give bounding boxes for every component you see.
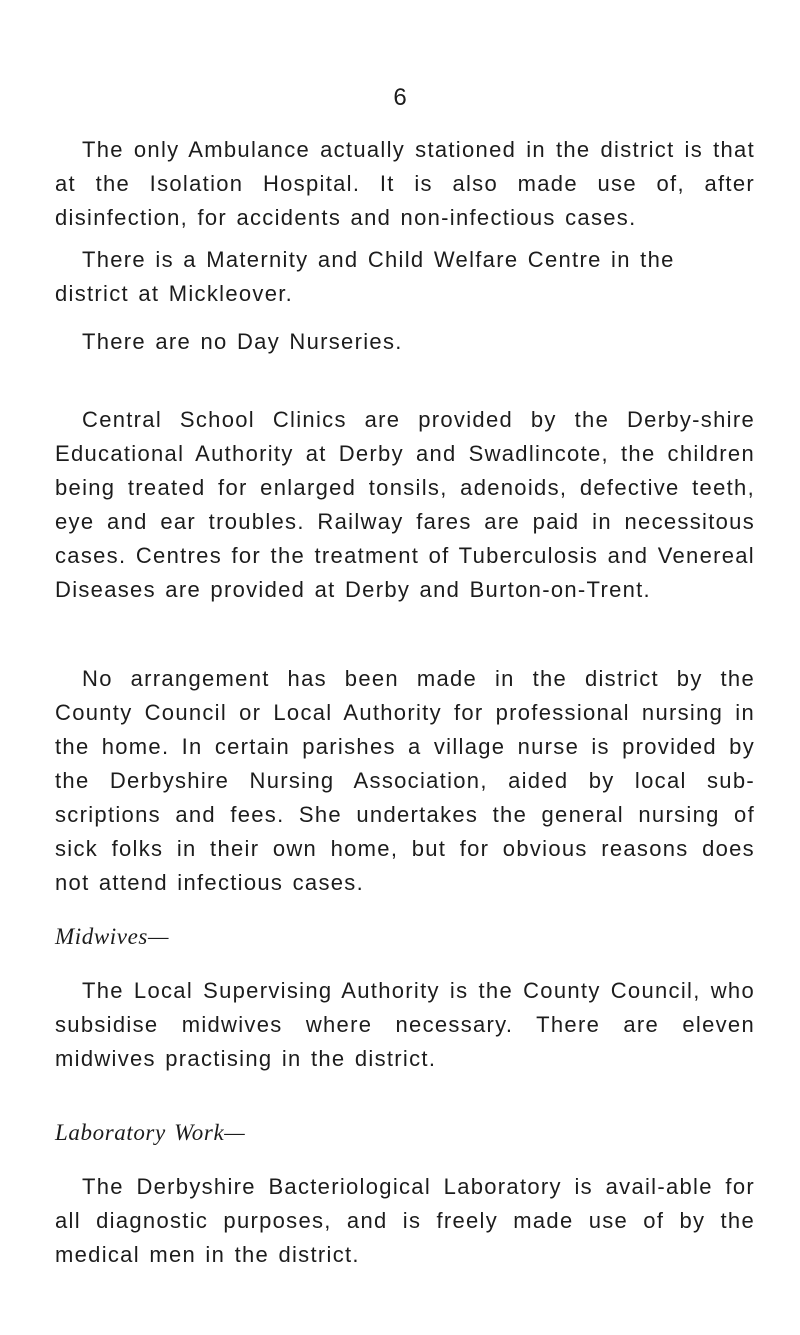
- laboratory-paragraph: The Derbyshire Bacteriological Laboratory is avail-able for all diagnostic purposes, and is freely made use of by the medical men in the district.: [55, 1174, 755, 1267]
- nurseries-paragraph: There are no Day Nurseries.: [82, 329, 403, 354]
- nursing-paragraph: No arrangement has been made in the district by the County Council or Local Authority for professional nursing in the home. In certain parishes a village nurse is provided by the Derbyshire Nursing Association, aided by local sub-scriptions and fees. She undertakes the general nursing of sick folks in their own home, but for obvious reasons does not attend infectious cases.: [55, 666, 755, 895]
- midwives-paragraph: The Local Supervising Authority is the County Council, who subsidise midwives where necessary. There are eleven midwives practising in the district.: [55, 978, 755, 1071]
- page-number: 6: [393, 84, 407, 111]
- clinics-paragraph: Central School Clinics are provided by the Derby-shire Educational Authority at Derby and Swadlincote, the children being treated for enlarged tonsils, adenoids, defective teeth, eye and ear troubles. Railway fares are paid in necessitous cases. Centres for the treatment of Tuberculosis and Venereal Diseases are provided at Derby and Burton-on-Trent.: [55, 407, 755, 602]
- ambulance-paragraph: The only Ambulance actually stationed in the district is that at the Isolation Hospital. It is also made use of, after disinfection, for accidents and non-infectious cases.: [55, 137, 755, 230]
- maternity-paragraph: There is a Maternity and Child Welfare Centre in the district at Mickleover.: [55, 247, 675, 306]
- laboratory-heading: Laboratory Work—: [55, 1120, 246, 1145]
- midwives-heading: Midwives—: [55, 924, 169, 949]
